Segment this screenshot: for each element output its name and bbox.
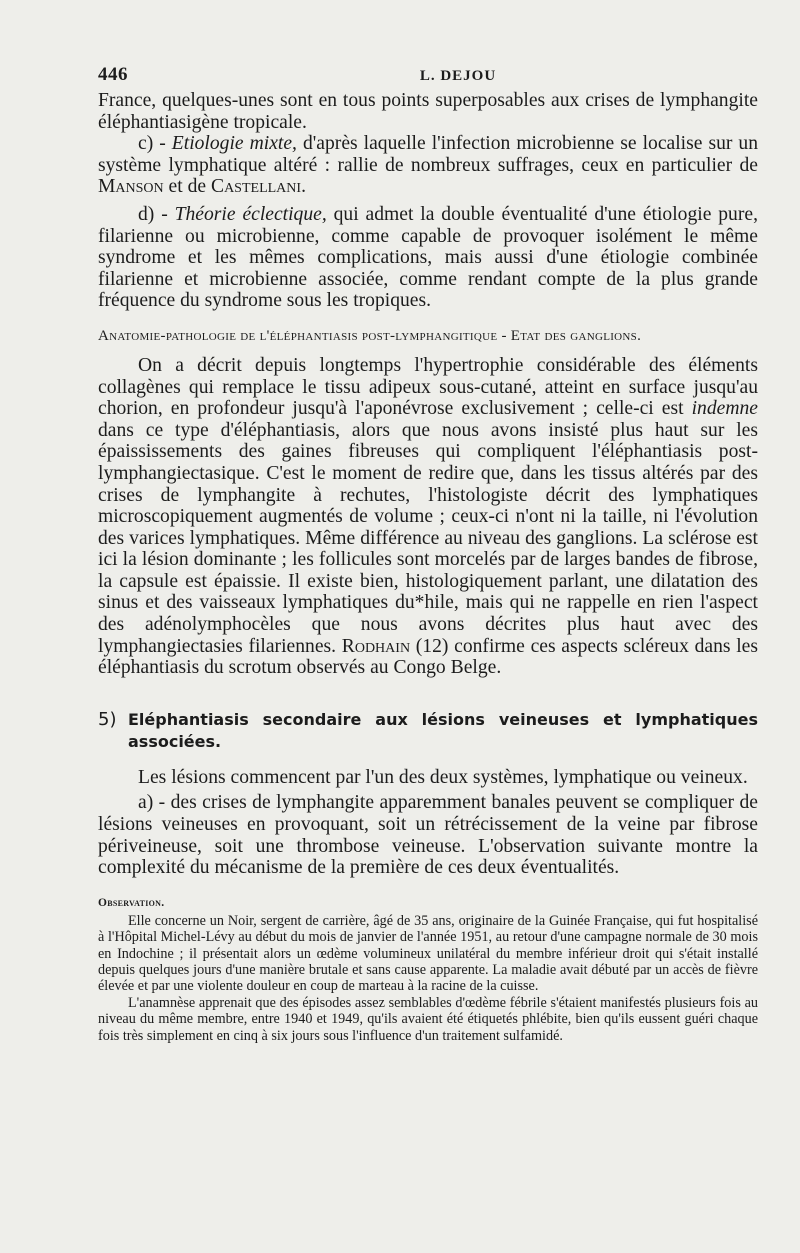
paragraph-crises: a) - des crises de lymphangite apparemment banales peuvent se compliquer de lésions veineuses en provoquant, soit un rétrécissement de la veine par fibrose périveineuse, soit une thrombose veineuse. L'observation suivante montre la complexité du mécanisme de la première de ces deux éventualités. [98,792,758,879]
section-title: Eléphantiasis secondaire aux lésions veineuses et lymphatiques associées. [128,709,758,751]
term-etiologie-mixte: Etiologie mixte, [171,133,297,155]
page-number: 446 [98,64,128,85]
observation-paragraph-1: Elle concerne un Noir, sergent de carrière, âgé de 35 ans, originaire de la Guinée Française, qui fut hospitalisé à l'Hôpital Michel-Lévy au début du mois de janvier de l'année 1951, au retour d'une campagne normale de 30 mois en Indochine ; il présentait alors un œdème volumineux unilatéral du membre inférieur droit qui s'était installé depuis quelques jours d'une manière brutale et sans cause apparente. La maladie avait débuté par un accès de fièvre élevée et par une violente douleur en coup de marteau à la racine de la cuisse. [98,912,758,995]
main-text [98,90,758,879]
observation-text [98,913,758,1044]
observation-paragraph-2: L'anamnèse apprenait que des épisodes assez semblables d'œdème fébrile s'étaient manifestés plusieurs fois au niveau du même membre, entre 1940 et 1949, qu'ils avaient été étiquetés phlébite, bien qu'ils eussent guéri chaque fois très simplement en cinq à six jours sous l'influence d'un traitement sulfamidé. [98,994,758,1044]
paragraph-anatomie: On a décrit depuis longtemps l'hypertrophie considérable des éléments collagènes qui remplace le tissu adipeux sous-cutané, atteint en surface jusqu'au chorion, en profondeur jusqu'à l'aponévrose exclusivement ; celle-ci est indemne dans ce type d'éléphantiasis, alors que nous avons insisté plus haut sur les épaississements des gaines fibreuses qui compliquent l'éléphantiasis post-lymphangiectasique. C'est le moment de redire que, dans les tissus altérés par des crises de lymphangite à rechutes, l'histologiste décrit des lymphatiques microscopiquement augmentés de volume ; ceux-ci n'ont ni la taille, ni l'évolution des varices lymphatiques. Même différence au niveau des ganglions. La sclérose est ici la lésion dominante ; les follicules sont morcelés par de larges bandes de fibrose, la capsule est épaissie. Il existe bien, histologiquement parlant, une dilatation des sinus et des vaisseaux lymphatiques du*hile, mais qui ne rappelle en rien l'aspect des adénolymphocèles que nous avons décrites plus haut avec des lymphangiectasies filariennes. Rodhain (12) confirme ces aspects scléreux dans les éléphantiasis du scrotum observés au Congo Belge. [98,354,758,679]
term-indemne: indemne [691,398,758,420]
paragraph-continuation: France, quelques-unes sont en tous points superposables aux crises de lymphangite éléphantiasigène tropicale. [98,90,758,133]
section-heading-anatomie: Anatomie-pathologie de l'éléphantiasis post-lymphangitique - Etat des ganglions. [98,327,642,344]
section-heading-5 [98,709,758,753]
author-castellani: Castellani [211,176,302,198]
paragraph-etiologie-mixte: c) - Etiologie mixte, d'après laquelle l'infection microbienne se localise sur un système lymphatique altéré : rallie de nombreux suffrages, ceux en particulier de Manson et de Castellani. [98,133,759,198]
page-header [98,60,758,90]
author-manson: Manson [98,176,164,198]
paragraph-lesions: Les lésions commencent par l'un des deux systèmes, lymphatique ou veineux. [138,766,748,788]
author-rodhain: Rodhain [341,635,411,657]
section-number: 5) [98,708,117,730]
paragraph-theorie-eclectique: d) - Théorie éclectique, qui admet la double éventualité d'une étiologie pure, filarienne ou microbienne, comme capable de provoquer isolément le même syndrome et les mêmes complications, mais aussi d'une étiologie combinée filarienne et microbienne associée, comme rendant compte de la plus grande fréquence du syndrome sous les tropiques. [98,203,758,312]
running-head: L. DEJOU [419,68,497,84]
observation-label: Observation. [98,896,165,909]
term-theorie-eclectique: Théorie éclectique, [174,203,327,225]
